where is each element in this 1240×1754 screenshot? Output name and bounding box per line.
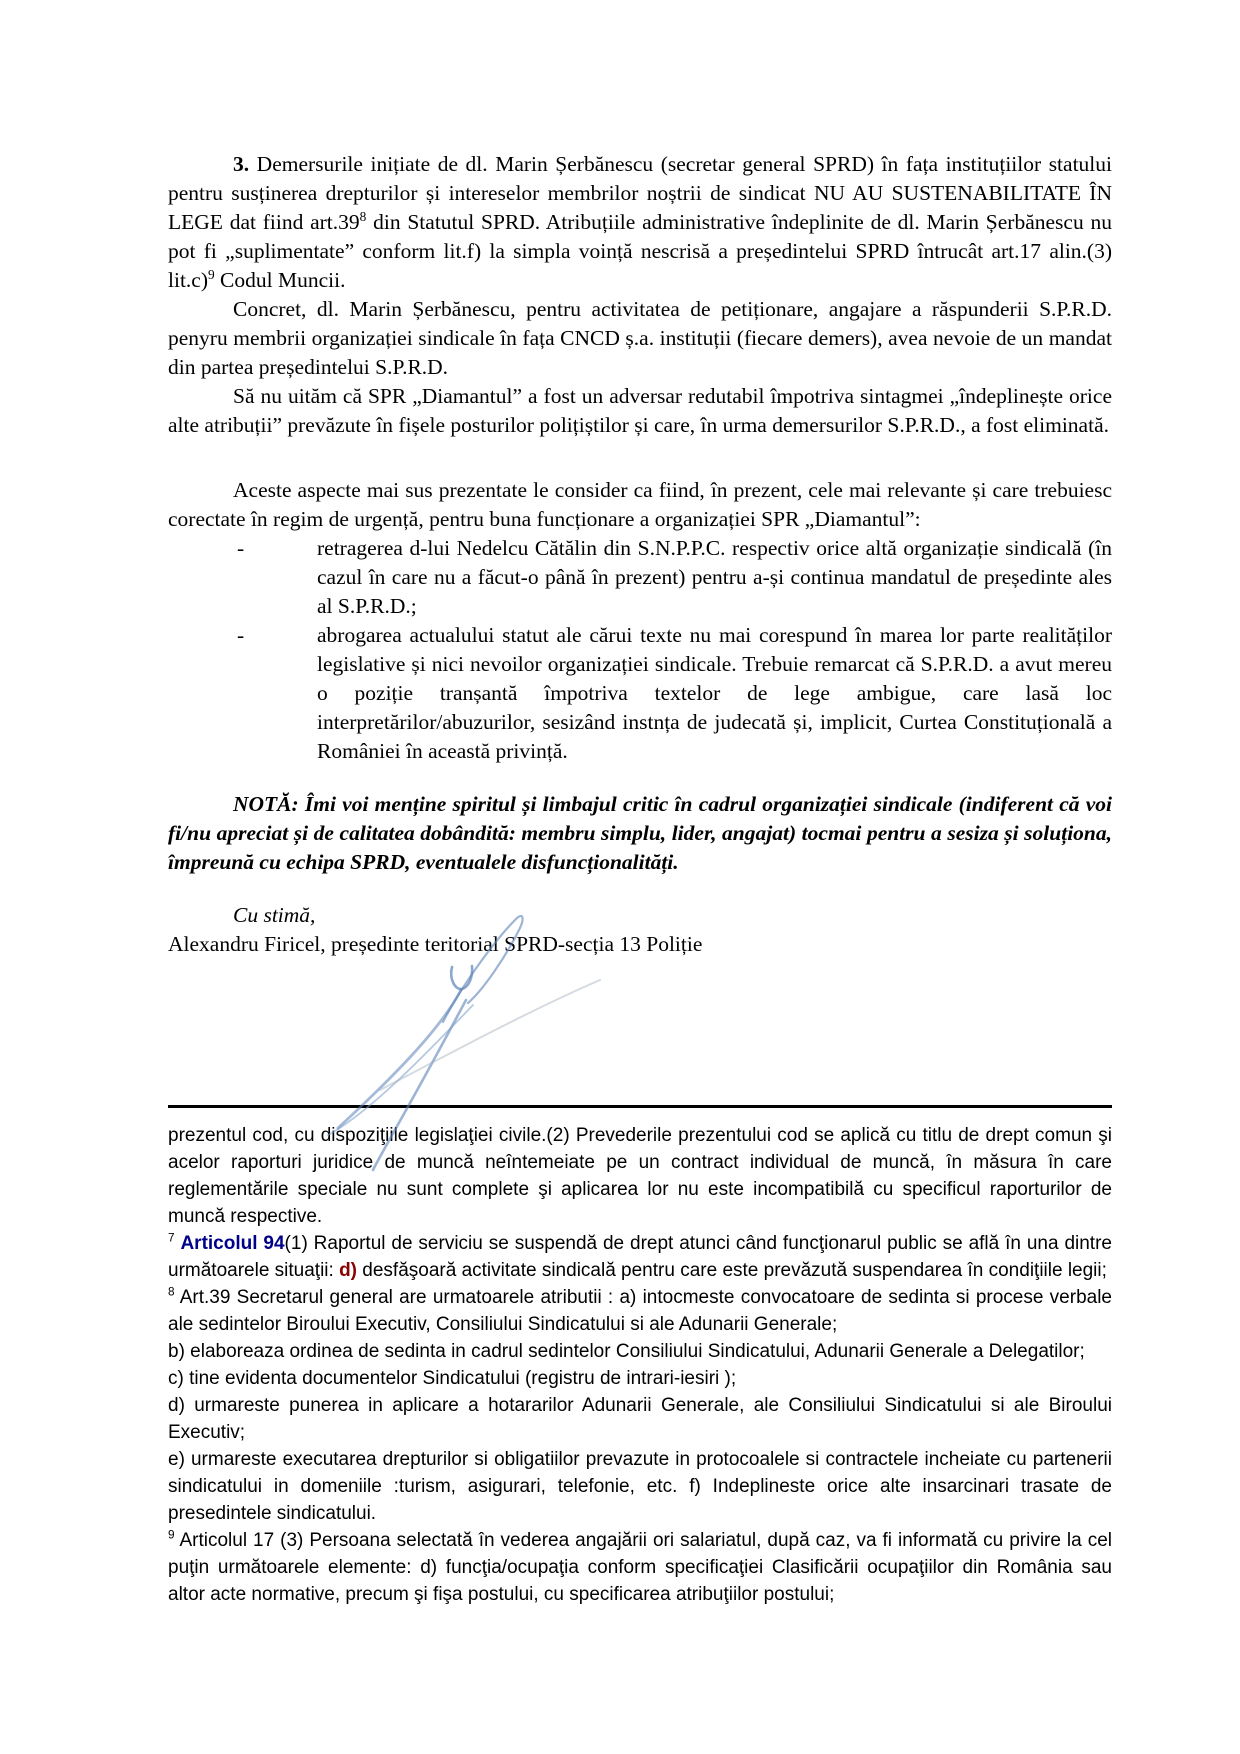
paragraph-aspecte [168,476,1112,534]
footnote-content [168,1122,1112,1608]
paragraph-diamantul [168,382,1112,440]
text-segment: 8 [359,208,367,224]
paragraph-concret [168,295,1112,382]
text-segment: Cu stimă, [233,903,316,927]
paragraph-nota [168,790,1112,877]
footnote-7 [168,1230,1112,1284]
list-item-retragerea [168,534,1112,621]
footnote-area [168,1105,1112,1608]
paragraph-salutation [168,901,1112,930]
list-item-text [317,534,1112,621]
text-segment: Alexandru Firicel, președinte teritorial SPRD-secția 13 Poliție [168,932,703,956]
text-segment: Articolul 94 [180,1233,285,1254]
text-segment: Articolul 17 (3) Persoana selectată în vederea angajării ori salariatul, după caz, va fi informată cu privire la cel puţin următoarele elemente: d) funcţia/ocupaţia conform specificaţiei Clasificării ocupaţiilor din România sau altor acte normative, precum şi fişa postului, cu specificarea atribuţiilor postului; [168,1530,1112,1605]
spacer [168,877,1112,901]
text-segment: 7 [168,1231,175,1245]
footnote-8e [168,1446,1112,1527]
paragraph-demersuri [168,150,1112,295]
text-segment: b) elaboreaza ordinea de sedinta in cadrul sedintelor Consiliului Sindicatului, Adunarii Generale a Delegatilor; [168,1341,1085,1362]
text-segment: NOTĂ: Îmi voi menține spiritul și limbajul critic în cadrul organizației sindicale (indiferent că voi fi/nu apreciat și de calitatea dobândită: membru simplu, lider, angajat) tocmai pentru a sesiza și soluționa, împreună cu echipa SPRD, eventualele disfuncționalități. [168,792,1112,874]
footnote-8d [168,1392,1112,1446]
text-segment: 9 [168,1528,175,1542]
text-segment: Demersurile inițiate de dl. Marin Șerbănescu (secretar general SPRD) în fața instituțiilor statului pentru susținerea drepturilor și intereselor membrilor noștrii de sindicat NU AU SUSTENABILITATE ÎN LEGE dat fiind art.39 [168,152,1112,234]
text-segment: din Statutul SPRD. Atribuțiile administrative îndeplinite de dl. Marin Șerbănescu nu pot fi „suplimentate” conform lit.f) la simpla voință nescrisă a președintelui SPRD întrucât art.17 alin.(3) lit.c) [168,210,1112,292]
footnote-separator [168,1105,1112,1108]
list-dash: - [237,536,245,560]
text-segment: desfăşoară activitate sindicală pentru care este prevăzută suspendarea în condiţiile legii; [357,1260,1107,1281]
signature-stroke [451,966,472,989]
text-segment: (1) Raportul de serviciu se suspendă de drept atunci când funcţionarul public se află în una dintre următoarele situaţii: [168,1233,1112,1281]
footnote-8b [168,1338,1112,1365]
text-segment: 9 [208,266,215,282]
text-segment: Art.39 Secretarul general are urmatoarele atributii : a) intocmeste convocatoare de sedinta si procese verbale ale sedintelor Biroului Executiv, Consiliului Sindicatului si ale Adunarii Generale; [168,1287,1112,1335]
text-segment: e) urmareste executarea drepturilor si obligatiilor prevazute in protocoalele si contractele incheiate cu partenerii sindicatului in domeniile :turism, asigurari, telefonie, etc. f) Indeplineste orice alte insarcinari trasate de presedintele sindicatului. [168,1449,1112,1524]
text-segment: retragerea d-lui Nedelcu Cătălin din S.N.P.P.C. respectiv orice altă organizație sindicală (în cazul în care nu a făcut-o până în prezent) pentru a-și continua mandatul de președinte ales al S.P.R.D.; [317,536,1112,618]
text-segment: d) urmareste punerea in aplicare a hotararilor Adunarii Generale, ale Consiliului Sindicatului si ale Biroului Executiv; [168,1395,1112,1443]
paragraph-signer [168,930,1112,959]
list-item-abrogarea [168,621,1112,766]
text-segment: 8 [168,1285,175,1299]
text-segment: c) tine evidenta documentelor Sindicatului (registru de intrari-iesiri ); [168,1368,737,1389]
footnote-continuation [168,1122,1112,1230]
text-segment: Aceste aspecte mai sus prezentate le consider ca fiind, în prezent, cele mai relevante și care trebuiesc corectate în regim de urgență, pentru buna funcționare a organizației SPR „Diamantul”: [168,478,1112,531]
text-segment: Să nu uităm că SPR „Diamantul” a fost un adversar redutabil împotriva sintagmei „îndeplinește orice alte atribuții” prevăzute în fișele posturilor polițiștilor și care, în urma demersurilor S.P.R.D., a fost eliminată. [168,384,1112,437]
list-dash: - [237,623,245,647]
spacer [168,766,1112,790]
text-segment: Concret, dl. Marin Șerbănescu, pentru activitatea de petiționare, angajare a răspunderii S.P.R.D. penyru membrii organizației sindicale în fața CNCD ș.a. instituții (fiecare demers), avea nevoie de un mandat din partea președintelui S.P.R.D. [168,297,1112,379]
body-content [168,150,1112,959]
spacer [168,440,1112,476]
text-segment: abrogarea actualului statut ale cărui texte nu mai corespund în marea lor parte realităților legislative și nici nevoilor organizației sindicale. Trebuie remarcat că S.P.R.D. a avut mereu o poziție tranșantă împotriva textelor de lege ambigue, care lasă loc interpretărilor/abuzurilor, sesizând instnța de judecată și, implicit, Curtea Constituțională a României în această privință. [317,623,1112,763]
text-segment: 3. [233,152,250,176]
list-item-text [317,621,1112,766]
footnote-9 [168,1527,1112,1608]
signature-stroke [380,980,600,1090]
footnote-8c [168,1365,1112,1392]
text-segment: prezentul cod, cu dispoziţiile legislaţiei civile.(2) Prevederile prezentului cod se aplică cu titlu de drept comun şi acelor raporturi juridice de muncă neîntemeiate pe un contract individual de muncă, în măsura în care reglementările speciale nu sunt complete şi aplicarea lor nu este incompatibilă cu specificul raporturilor de muncă respective. [168,1125,1112,1227]
text-segment: Codul Muncii. [214,268,346,292]
text-segment: d) [339,1260,358,1281]
footnote-8 [168,1284,1112,1338]
